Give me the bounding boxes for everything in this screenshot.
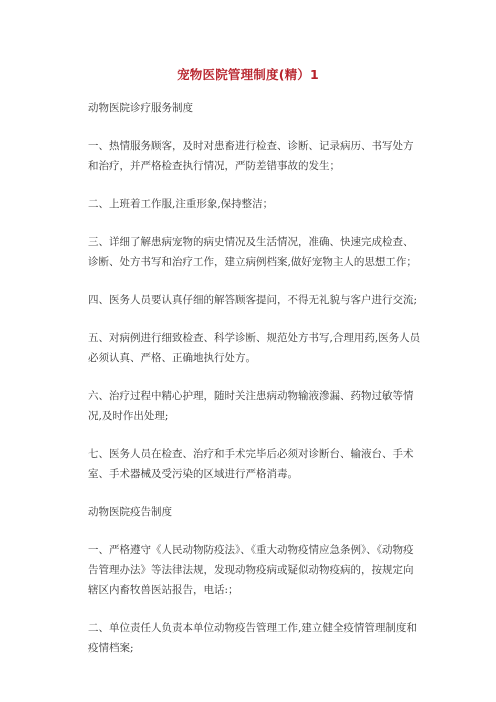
- paragraph: 四、医务人员要认真仔细的解答顾客提问，不得无礼貌与客户进行交流;: [88, 294, 418, 306]
- paragraph: 一、严格遵守《人民动物防疫法》、《重大动物疫情应急条例》、《动物疫告管理办法》等法律法规，发现动物疫病或疑似动物疫病的，按规定向辖区内畜牧兽医站报告，电话:；: [88, 544, 414, 596]
- section-heading: 动物医院诊疗服务制度: [88, 102, 193, 114]
- document-body: [88, 98, 422, 676]
- paragraph: 六、治疗过程中精心护理，随时关注患病动物输液滲漏、药物过敏等情况,及时作出处理;: [88, 390, 414, 422]
- paragraph: 二、单位责任人负责本单位动物疫告管理工作,建立健全疫情管理制度和疫情档案;: [88, 622, 417, 654]
- paragraph: 二、上班着工作服,注重形象,保持整洁；: [88, 198, 274, 210]
- section-heading: 动物医院疫告制度: [88, 506, 172, 518]
- paragraph: 五、对病例进行细致检查、科学诊断、规范处方书写,合理用药,医务人员必须认真、严格、正确地执行处方。: [88, 332, 421, 364]
- paragraph: 一、热情服务顾客，及时对患畜进行检查、诊断、记录病历、书写处方和治疗，并严格检查执行情况，严防差错事故的发生；: [88, 140, 414, 172]
- document-title: 宠物医院管理制度(精）1: [177, 67, 319, 82]
- paragraph: 三、详细了解患病宠物的病史情况及生活情况，准确、快速完成检查、诊断、处方书写和治疗工作，建立病例档案,做好宠物主人的思想工作；: [88, 236, 417, 268]
- paragraph: 七、医务人员在检查、治疗和手术完毕后必须对诊断台、输液台、手术室、手术器械及受污染的区域进行严格消毒。: [88, 448, 414, 480]
